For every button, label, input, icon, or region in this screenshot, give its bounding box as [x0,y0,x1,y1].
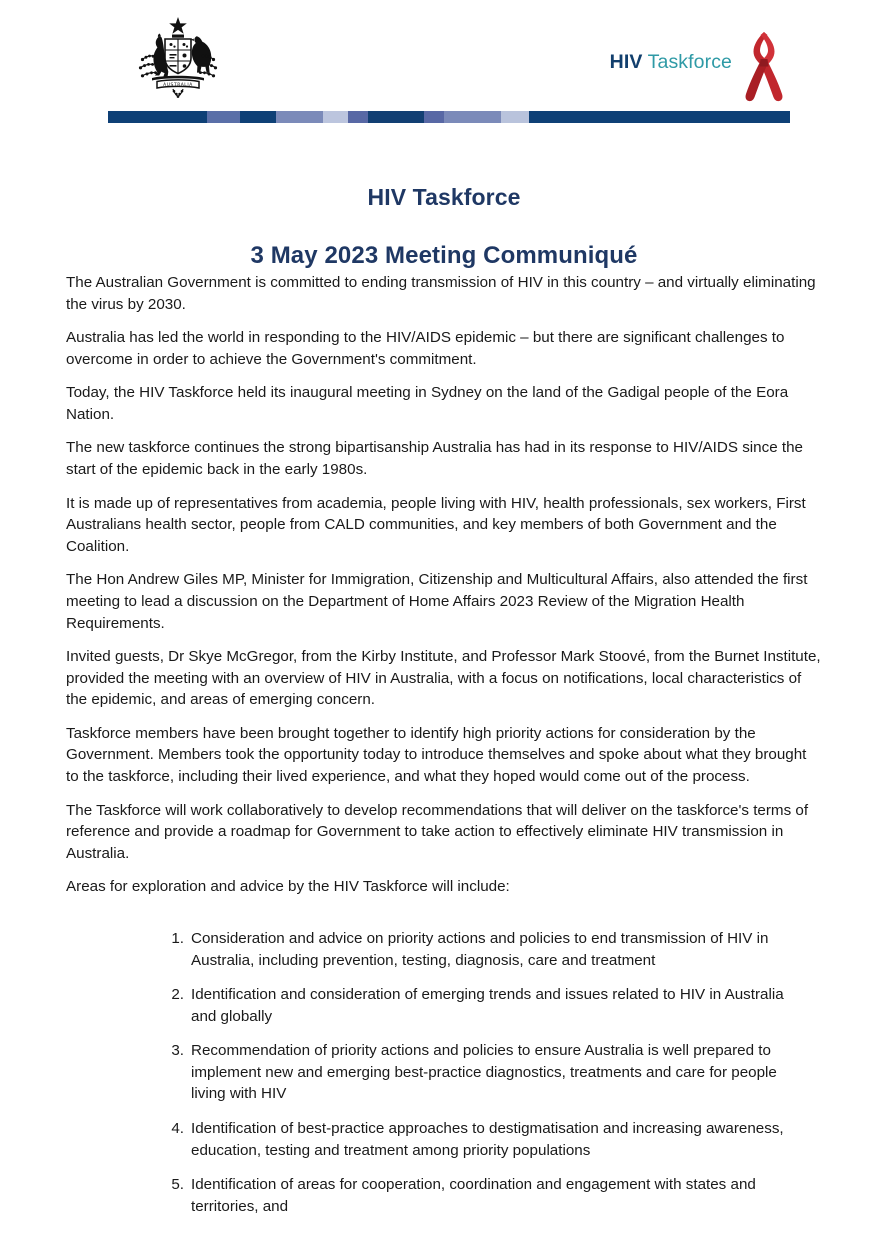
list-item [66,1040,823,1105]
body-paragraph: The Australian Government is committed to ending transmission of HIV in this country – and virtually eliminating the virus by 2030. [66,274,816,313]
hiv-logo-bold-word: HIV [609,51,643,73]
body-paragraph: The new taskforce continues the strong bipartisanship Australia has had in its response to HIV/AIDS since the start of the epidemic back in the early 1980s. [66,439,803,479]
body-paragraph: Invited guests, Dr Skye McGregor, from the Kirby Institute, and Professor Mark Stoové, from the Burnet Institute, provided the meeting with an overview of HIV in Australia, with a focus on notifications, local characteristics of the epidemic, and areas of emerging concern. [66,648,821,709]
australian-coat-of-arms-icon [124,14,232,100]
list-item [66,1174,823,1217]
list-item-number: 1. [171,930,184,947]
body-paragraph: Today, the HIV Taskforce held its inaugural meeting in Sydney on the land of the Gadigal people of the Eora Nation. [66,384,789,423]
hiv-logo-light-word: Taskforce [642,51,732,73]
colour-bar-segment [348,111,368,123]
red-ribbon-icon [734,28,794,104]
header-colour-bar [108,111,790,123]
body-paragraph: Taskforce members have been brought together to identify high priority actions for consideration by the Government. Members took the opportunity today to introduce themselves and spoke about what they brought to the taskforce, including their lived experience, and what they hoped would come out of the process. [66,724,807,785]
body-paragraph: The Hon Andrew Giles MP, Minister for Immigration, Citizenship and Multicultural Affairs, also attended the first meeting to lead a discussion on the Department of Home Affairs 2023 Review of the Migration Health Requirements. [66,571,808,632]
document-body [66,272,823,910]
list-item [66,928,823,971]
list-item [66,984,823,1027]
body-paragraph: It is made up of representatives from academia, people living with HIV, health professionals, sex workers, First Australians health sector, people from CALD communities, and key members of both Government and the Coalition. [66,494,806,555]
colour-bar-segment [501,111,529,123]
list-item-number: 3. [171,1042,184,1060]
colour-bar-segment [276,111,323,123]
colour-bar-segment [108,111,207,123]
svg-text:AUSTRALIA: AUSTRALIA [163,83,193,88]
list-item-text: Recommendation of priority actions and policies to ensure Australia is well prepared to implement new and emerging best-practice diagnostics, treatments and care for people living with HIV [191,1042,777,1103]
colour-bar-segment [424,111,444,123]
document-title: HIV Taskforce [367,184,521,211]
areas-for-exploration-list [66,928,823,1230]
colour-bar-segment [240,111,276,123]
colour-bar-segment [323,111,348,123]
hiv-taskforce-logo [600,28,796,104]
list-item-number: 2. [171,986,184,1004]
hiv-taskforce-logo-text [600,51,732,74]
list-item-text: Consideration and advice on priority actions and policies to end transmission of HIV in Australia, including prevention, testing, diagnosis, care and treatment [191,930,769,969]
list-item-number: 5. [171,1176,184,1194]
body-paragraph: Australia has led the world in responding to the HIV/AIDS epidemic – but there are significant challenges to overcome in order to achieve the Government's commitment. [66,329,785,368]
body-paragraph: The Taskforce will work collaboratively to develop recommendations that will deliver on the taskforce's terms of reference and provide a roadmap for Government to take action to effectively eliminate HIV transmission in Australia. [66,801,809,862]
colour-bar-segment [368,111,424,123]
list-item-text: Identification of best-practice approaches to destigmatisation and increasing awareness, education, testing and treatment among priority populations [191,1120,784,1159]
colour-bar-segment [529,111,790,123]
body-paragraph: Areas for exploration and advice by the HIV Taskforce will include: [66,878,510,896]
page-header [0,0,882,132]
colour-bar-segment [207,111,240,123]
list-item-number: 4. [171,1120,184,1138]
colour-bar-segment [444,111,501,123]
list-item [66,1118,823,1161]
list-item-text: Identification of areas for cooperation, coordination and engagement with states and territories, and [191,1176,756,1215]
document-subtitle: 3 May 2023 Meeting Communiqué [250,241,638,269]
list-item-text: Identification and consideration of emerging trends and issues related to HIV in Australia and globally [191,986,784,1025]
